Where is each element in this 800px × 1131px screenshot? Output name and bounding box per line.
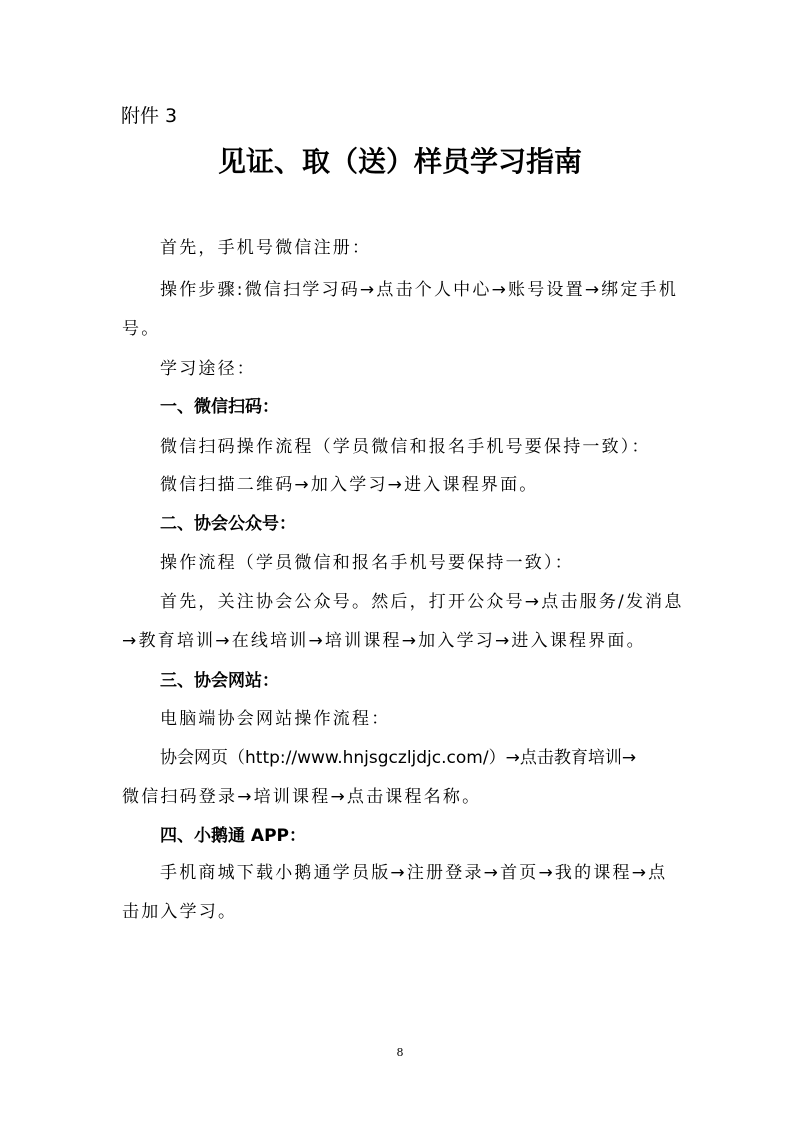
annex-label: 附件 3 [121, 105, 178, 127]
section-heading-wechat-scan: 一、微信扫码： [160, 397, 279, 417]
wechat-scan-process-line: 微信扫码操作流程（学员微信和报名手机号要保持一致）： [160, 437, 651, 457]
section-heading-app: 四、小鹅通 APP： [160, 826, 306, 846]
website-steps-line-continued: 微信扫码登录→培训课程→点击课程名称。 [122, 787, 482, 807]
document-title: 见证、取（送）样员学习指南 [217, 145, 582, 178]
website-process-line: 电脑端协会网站操作流程： [160, 709, 391, 729]
wechat-scan-steps-line: 微信扫描二维码→加入学习→进入课程界面。 [160, 475, 539, 495]
official-account-process-line: 操作流程（学员微信和报名手机号要保持一致）： [160, 553, 574, 573]
app-steps-line-continued: 击加入学习。 [122, 902, 238, 922]
website-steps-line: 协会网页（http://www.hnjsgczljdjc.com/）→点击教育培训→ [160, 748, 637, 768]
app-steps-line: 手机商城下载小鹅通学员版→注册登录→首页→我的课程→点 [160, 863, 668, 883]
official-account-steps-line-continued: →教育培训→在线培训→培训课程→加入学习→进入课程界面。 [122, 631, 646, 651]
section-heading-official-account: 二、协会公众号： [160, 514, 296, 534]
learning-paths-label: 学习途径： [160, 359, 256, 379]
steps-line-continued: 号。 [122, 319, 161, 339]
section-heading-website: 三、协会网站： [160, 671, 279, 691]
official-account-steps-line: 首先，关注协会公众号。然后，打开公众号→点击服务/发消息 [160, 592, 684, 612]
intro-line: 首先，手机号微信注册： [160, 238, 372, 258]
page-number: 8 [396, 1046, 404, 1059]
steps-line: 操作步骤:微信扫学习码→点击个人中心→账号设置→绑定手机 [160, 280, 679, 300]
